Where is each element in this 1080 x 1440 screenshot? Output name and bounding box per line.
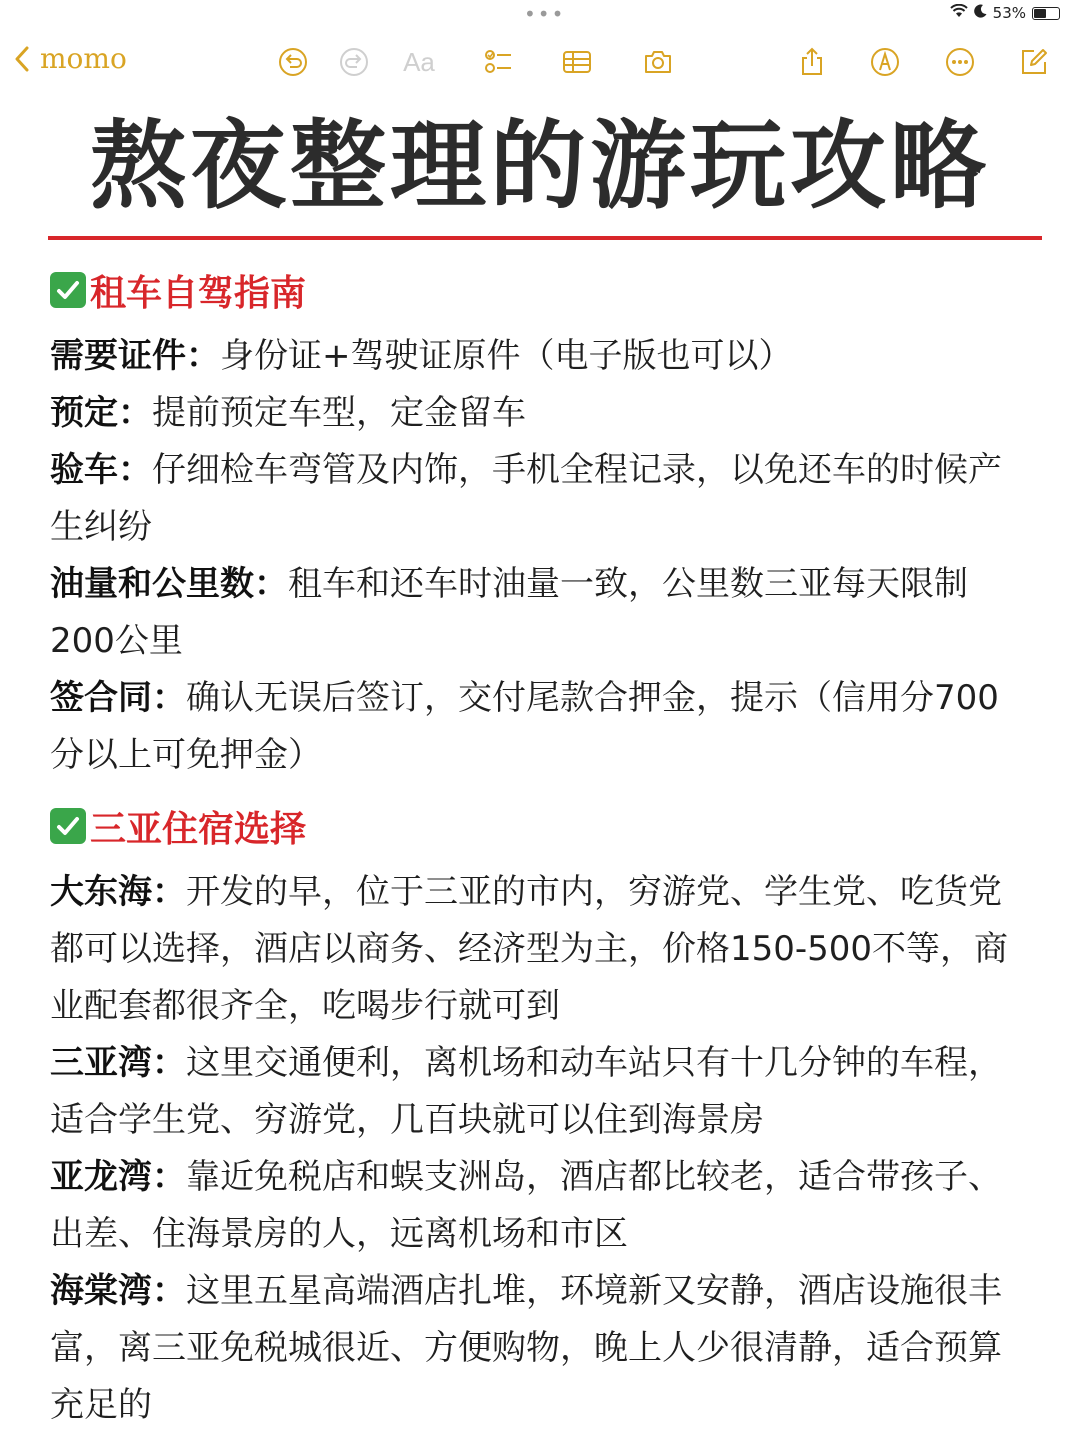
battery-icon bbox=[1032, 7, 1060, 20]
entry-text: 开发的早，位于三亚的市内，穷游党、学生党、吃货党都可以选择，酒店以商务、经济型为主，价格150-500不等，商业配套都很齐全，吃喝步行就可到 bbox=[50, 872, 1009, 1026]
list-item bbox=[50, 1149, 1025, 1263]
list-item bbox=[50, 1035, 1025, 1149]
entry-text: 确认无误后签订，交付尾款合押金，提示（信用分700分以上可免押金） bbox=[50, 678, 999, 775]
status-indicators bbox=[950, 4, 1060, 22]
chevron-left-icon bbox=[14, 46, 30, 72]
check-mark-icon bbox=[50, 272, 86, 308]
back-label: momo bbox=[40, 42, 127, 75]
section-heading bbox=[50, 262, 1025, 318]
section-heading-text: 租车自驾指南 bbox=[90, 272, 307, 314]
redo-icon[interactable] bbox=[336, 44, 372, 80]
entry-text: 提前预定车型，定金留车 bbox=[152, 393, 526, 433]
wifi-icon bbox=[950, 4, 968, 22]
multitasking-dots-icon[interactable]: ••• bbox=[524, 2, 566, 26]
list-item bbox=[50, 556, 1025, 670]
entry-label: 三亚湾： bbox=[50, 1043, 186, 1083]
list-item bbox=[50, 1263, 1025, 1434]
undo-icon[interactable] bbox=[275, 44, 311, 80]
toolbar bbox=[0, 36, 1080, 86]
list-item bbox=[50, 385, 1025, 442]
text-format-icon[interactable]: Aa bbox=[403, 46, 435, 77]
entry-text: 租车和还车时油量一致，公里数三亚每天限制200公里 bbox=[50, 564, 968, 661]
battery-percent: 53% bbox=[992, 4, 1026, 22]
entry-label: 海棠湾： bbox=[50, 1271, 186, 1311]
entry-label: 油量和公里数： bbox=[50, 564, 288, 604]
entry-text: 这里交通便利，离机场和动车站只有十几分钟的车程，适合学生党、穷游党，几百块就可以住到海景房 bbox=[50, 1043, 1002, 1140]
table-icon[interactable] bbox=[559, 44, 595, 80]
note-body[interactable] bbox=[50, 262, 1025, 1434]
entry-text: 仔细检车弯管及内饰，手机全程记录，以免还车的时候产生纠纷 bbox=[50, 450, 1002, 547]
entry-text: 身份证+驾驶证原件（电子版也可以） bbox=[220, 336, 793, 376]
back-button[interactable] bbox=[14, 42, 127, 75]
entry-label: 大东海： bbox=[50, 872, 186, 912]
section-heading bbox=[50, 798, 1025, 854]
status-bar bbox=[0, 0, 1080, 28]
moon-icon bbox=[974, 4, 987, 22]
battery-fill bbox=[1034, 9, 1046, 18]
camera-icon[interactable] bbox=[640, 44, 676, 80]
entry-label: 签合同： bbox=[50, 678, 186, 718]
section-car-rental bbox=[50, 262, 1025, 784]
entry-label: 预定： bbox=[50, 393, 152, 433]
entry-label: 需要证件： bbox=[50, 336, 220, 376]
page-title: 熬夜整理的游玩攻略 bbox=[90, 110, 990, 222]
list-item bbox=[50, 670, 1025, 784]
entry-label: 亚龙湾： bbox=[50, 1157, 186, 1197]
entry-text: 靠近免税店和蜈支洲岛，酒店都比较老，适合带孩子、出差、住海景房的人，远离机场和市区 bbox=[50, 1157, 1002, 1254]
entry-label: 验车： bbox=[50, 450, 152, 490]
compose-icon[interactable] bbox=[1016, 44, 1052, 80]
list-item bbox=[50, 328, 1025, 385]
checklist-icon[interactable] bbox=[480, 44, 516, 80]
list-item bbox=[50, 864, 1025, 1035]
entry-text: 这里五星高端酒店扎堆，环境新又安静，酒店设施很丰富，离三亚免税城很近、方便购物，晚上人少很清静，适合预算充足的 bbox=[50, 1271, 1002, 1425]
list-item bbox=[50, 442, 1025, 556]
markup-icon[interactable] bbox=[867, 44, 903, 80]
more-icon[interactable] bbox=[942, 44, 978, 80]
section-heading-text: 三亚住宿选择 bbox=[90, 808, 307, 850]
title-divider bbox=[48, 236, 1042, 240]
check-mark-icon bbox=[50, 808, 86, 844]
share-icon[interactable] bbox=[794, 44, 830, 80]
section-sanya-lodging bbox=[50, 798, 1025, 1434]
